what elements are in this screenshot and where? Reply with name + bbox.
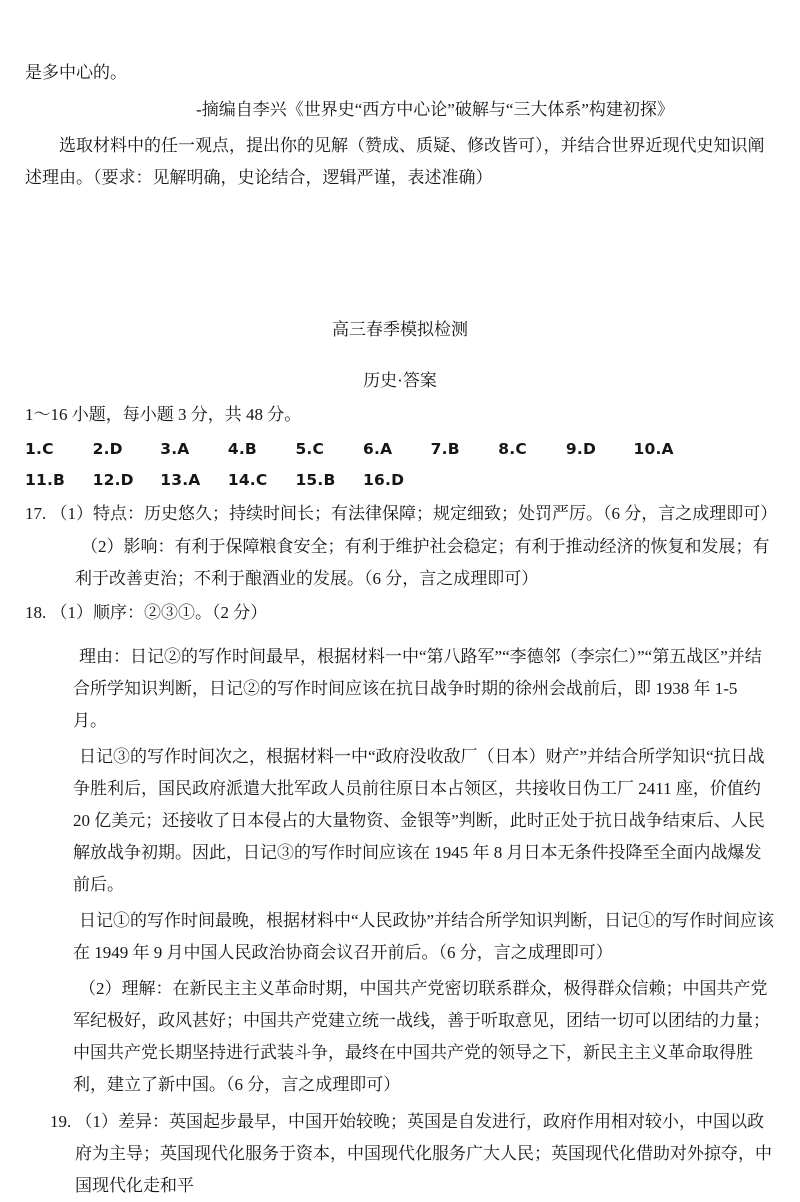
- mcq-answer-2: 2.D: [92, 440, 123, 458]
- mcq-answers-row-1: [25, 434, 775, 465]
- mcq-answer-3: 3.A: [160, 440, 190, 458]
- mcq-answer-1: 1.C: [25, 440, 54, 458]
- q17-part1-answer: 17. （1）特点：历史悠久；持续时间长；有法律保障；规定细致；处罚严厉。（6 分，言之成理即可）: [25, 504, 778, 523]
- mcq-answer-7: 7.B: [430, 440, 460, 458]
- mcq-scoring-note: 1～16 小题，每小题 3 分，共 48 分。: [25, 405, 302, 424]
- mcq-answer-12: 12.D: [92, 471, 134, 489]
- mcq-answer-5: 5.C: [295, 440, 325, 458]
- q18-reason-diary2: 理由：日记②的写作时间最早，根据材料一中“第八路军”“李德邻（李宗仁）”“第五战区”并结合所学知识判断，日记②的写作时间应该在抗日战争时期的徐州会战前后，即 1938 年 1-5 月。: [73, 647, 762, 730]
- q19-part1-differences: 19. （1）差异：英国起步最早，中国开始较晚；英国是自发进行，政府作用相对较小，中国以政府为主导；英国现代化服务于资本，中国现代化服务广大人民；英国现代化借助对外掠夺，中国现代化走和平: [50, 1112, 772, 1195]
- q18-reason-diary1: 日记①的写作时间最晚，根据材料中“人民政协”并结合所学知识判断，日记①的写作时间应该在 1949 年 9 月中国人民政治协商会议召开前后。（6 分，言之成理即可）: [73, 911, 775, 962]
- mcq-answer-14: 14.C: [227, 471, 268, 489]
- q18-part2-understanding: （2）理解：在新民主主义革命时期，中国共产党密切联系群众，极得群众信赖；中国共产党军纪极好，政风甚好；中国共产党建立统一战线，善于听取意见，团结一切可以团结的力量；中国共产党长期坚持进行武装斗争，最终在中国共产党的领导之下，新民主主义革命取得胜利，建立了新中国。（6 分，言之成理即可）: [73, 979, 770, 1094]
- mcq-answer-15: 15.B: [295, 471, 336, 489]
- essay-task-instructions: 选取材料中的任一观点，提出你的见解（赞成、质疑、修改皆可），并结合世界近现代史知识阐述理由。（要求：见解明确，史论结合，逻辑严谨，表述准确）: [25, 136, 765, 187]
- exam-title: 高三春季模拟检测: [332, 320, 468, 339]
- q17-part2-answer: （2）影响：有利于保障粮食安全；有利于维护社会稳定；有利于推动经济的恢复和发展；有利于改善吏治；不利于酿酒业的发展。（6 分，言之成理即可）: [75, 537, 770, 588]
- mcq-answer-10: 10.A: [633, 440, 674, 458]
- q18-reason-diary3: 日记③的写作时间次之，根据材料一中“政府没收敌厂（日本）财产”并结合所学知识“抗日战争胜利后，国民政府派遣大批军政人员前往原日本占领区，共接收日伪工厂 2411 座，价值约 20 亿美元；还接收了日本侵占的大量物资、金银等”判断，此时正处于抗日战争结束后、人民解放战争初期。因此，日记③的写作时间应该在 1945 年 8 月日本无条件投降至全面内战爆发前后。: [73, 747, 765, 894]
- mcq-answer-8: 8.C: [498, 440, 527, 458]
- mcq-answer-9: 9.D: [565, 440, 597, 458]
- answer-key-subtitle: 历史·答案: [363, 371, 437, 390]
- mcq-answer-4: 4.B: [227, 440, 257, 458]
- material-source-citation: -摘编自李兴《世界史“西方中心论”破解与“三大体系”构建初探》: [196, 100, 674, 119]
- mcq-answer-13: 13.A: [160, 471, 201, 489]
- q18-part1-order-answer: 18. （1）顺序：②③①。（2 分）: [25, 603, 268, 622]
- mcq-answer-11: 11.B: [25, 471, 66, 489]
- material-tail-line: 是多中心的。: [25, 63, 127, 82]
- mcq-answer-16: 16.D: [363, 471, 405, 489]
- mcq-answer-6: 6.A: [363, 440, 393, 458]
- mcq-answers-row-2: [25, 465, 775, 496]
